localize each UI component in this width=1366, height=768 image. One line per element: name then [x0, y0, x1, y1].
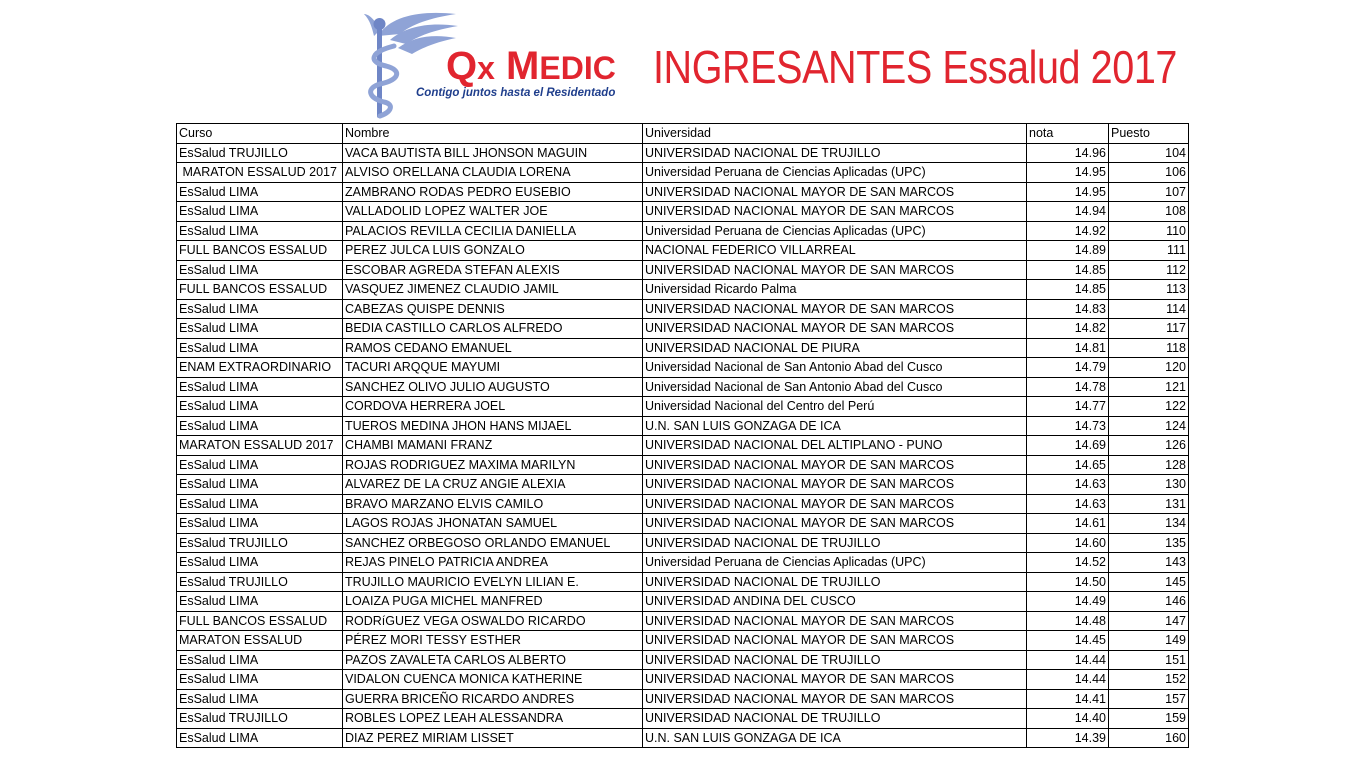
cell-nombre: PÉREZ MORI TESSY ESTHER [343, 631, 643, 651]
cell-nombre: CHAMBI MAMANI FRANZ [343, 436, 643, 456]
cell-puesto: 124 [1109, 416, 1189, 436]
cell-nombre: SANCHEZ OLIVO JULIO AUGUSTO [343, 377, 643, 397]
cell-puesto: 135 [1109, 533, 1189, 553]
table-row [177, 202, 1189, 222]
cell-nota: 14.77 [1027, 397, 1109, 417]
cell-curso: EsSalud TRUJILLO [177, 143, 343, 163]
cell-puesto: 107 [1109, 182, 1189, 202]
cell-curso: EsSalud TRUJILLO [177, 533, 343, 553]
cell-universidad: Universidad Ricardo Palma [643, 280, 1027, 300]
cell-universidad: Universidad Peruana de Ciencias Aplicadas (UPC) [643, 163, 1027, 183]
cell-curso: EsSalud LIMA [177, 592, 343, 612]
cell-curso: EsSalud LIMA [177, 338, 343, 358]
cell-puesto: 113 [1109, 280, 1189, 300]
page-header [360, 8, 1200, 120]
cell-puesto: 159 [1109, 709, 1189, 729]
cell-puesto: 143 [1109, 553, 1189, 573]
cell-curso: EsSalud LIMA [177, 670, 343, 690]
table-row [177, 143, 1189, 163]
table-row [177, 514, 1189, 534]
table-row [177, 221, 1189, 241]
table-row [177, 319, 1189, 339]
table-row [177, 416, 1189, 436]
cell-curso: ENAM EXTRAORDINARIO [177, 358, 343, 378]
cell-nota: 14.85 [1027, 280, 1109, 300]
cell-nombre: VASQUEZ JIMENEZ CLAUDIO JAMIL [343, 280, 643, 300]
logo-wordmark: Qx MEDIC [446, 44, 616, 88]
cell-nota: 14.63 [1027, 494, 1109, 514]
qxmedic-logo [360, 8, 650, 120]
cell-curso: EsSalud LIMA [177, 475, 343, 495]
cell-universidad: UNIVERSIDAD NACIONAL DEL ALTIPLANO - PUNO [643, 436, 1027, 456]
cell-curso: EsSalud LIMA [177, 514, 343, 534]
cell-nombre: TUEROS MEDINA JHON HANS MIJAEL [343, 416, 643, 436]
cell-nota: 14.65 [1027, 455, 1109, 475]
cell-universidad: UNIVERSIDAD NACIONAL DE TRUJILLO [643, 533, 1027, 553]
cell-universidad: UNIVERSIDAD NACIONAL DE PIURA [643, 338, 1027, 358]
cell-nota: 14.89 [1027, 241, 1109, 261]
cell-puesto: 131 [1109, 494, 1189, 514]
cell-curso: EsSalud LIMA [177, 202, 343, 222]
caduceus-icon [360, 8, 460, 120]
cell-universidad: UNIVERSIDAD NACIONAL DE TRUJILLO [643, 650, 1027, 670]
cell-universidad: UNIVERSIDAD NACIONAL MAYOR DE SAN MARCOS [643, 611, 1027, 631]
cell-nota: 14.49 [1027, 592, 1109, 612]
cell-nota: 14.79 [1027, 358, 1109, 378]
cell-nombre: PAZOS ZAVALETA CARLOS ALBERTO [343, 650, 643, 670]
cell-nombre: ALVAREZ DE LA CRUZ ANGIE ALEXIA [343, 475, 643, 495]
cell-curso: EsSalud LIMA [177, 455, 343, 475]
cell-nombre: VACA BAUTISTA BILL JHONSON MAGUIN [343, 143, 643, 163]
table-row [177, 494, 1189, 514]
table-row [177, 631, 1189, 651]
cell-universidad: U.N. SAN LUIS GONZAGA DE ICA [643, 416, 1027, 436]
results-table [176, 123, 1189, 748]
cell-puesto: 134 [1109, 514, 1189, 534]
cell-nota: 14.39 [1027, 728, 1109, 748]
cell-nombre: LAGOS ROJAS JHONATAN SAMUEL [343, 514, 643, 534]
cell-curso: EsSalud TRUJILLO [177, 572, 343, 592]
cell-universidad: Universidad Peruana de Ciencias Aplicadas (UPC) [643, 221, 1027, 241]
cell-universidad: Universidad Nacional del Centro del Perú [643, 397, 1027, 417]
cell-nombre: GUERRA BRICEÑO RICARDO ANDRES [343, 689, 643, 709]
table-row [177, 553, 1189, 573]
cell-nota: 14.94 [1027, 202, 1109, 222]
table-row [177, 377, 1189, 397]
cell-nombre: PEREZ JULCA LUIS GONZALO [343, 241, 643, 261]
cell-curso: EsSalud LIMA [177, 650, 343, 670]
cell-universidad: UNIVERSIDAD NACIONAL MAYOR DE SAN MARCOS [643, 182, 1027, 202]
cell-puesto: 121 [1109, 377, 1189, 397]
cell-puesto: 111 [1109, 241, 1189, 261]
cell-puesto: 152 [1109, 670, 1189, 690]
cell-universidad: UNIVERSIDAD NACIONAL MAYOR DE SAN MARCOS [643, 475, 1027, 495]
cell-nota: 14.96 [1027, 143, 1109, 163]
cell-nota: 14.50 [1027, 572, 1109, 592]
header-curso: Curso [177, 124, 343, 144]
cell-nota: 14.78 [1027, 377, 1109, 397]
cell-nombre: SANCHEZ ORBEGOSO ORLANDO EMANUEL [343, 533, 643, 553]
cell-nombre: RODRíGUEZ VEGA OSWALDO RICARDO [343, 611, 643, 631]
cell-universidad: UNIVERSIDAD NACIONAL MAYOR DE SAN MARCOS [643, 455, 1027, 475]
cell-universidad: U.N. SAN LUIS GONZAGA DE ICA [643, 728, 1027, 748]
header-nombre: Nombre [343, 124, 643, 144]
cell-nota: 14.45 [1027, 631, 1109, 651]
cell-puesto: 160 [1109, 728, 1189, 748]
cell-puesto: 118 [1109, 338, 1189, 358]
cell-curso: FULL BANCOS ESSALUD [177, 280, 343, 300]
cell-nombre: TACURI ARQQUE MAYUMI [343, 358, 643, 378]
page-title: INGRESANTES Essalud 2017 [653, 41, 1177, 93]
cell-curso: EsSalud LIMA [177, 494, 343, 514]
cell-nota: 14.44 [1027, 670, 1109, 690]
cell-curso: FULL BANCOS ESSALUD [177, 611, 343, 631]
cell-universidad: Universidad Nacional de San Antonio Abad del Cusco [643, 358, 1027, 378]
cell-nota: 14.60 [1027, 533, 1109, 553]
cell-universidad: UNIVERSIDAD NACIONAL DE TRUJILLO [643, 709, 1027, 729]
header-universidad: Universidad [643, 124, 1027, 144]
cell-universidad: UNIVERSIDAD NACIONAL MAYOR DE SAN MARCOS [643, 202, 1027, 222]
table-row [177, 670, 1189, 690]
cell-nota: 14.95 [1027, 163, 1109, 183]
cell-puesto: 112 [1109, 260, 1189, 280]
cell-universidad: UNIVERSIDAD NACIONAL MAYOR DE SAN MARCOS [643, 319, 1027, 339]
cell-universidad: UNIVERSIDAD NACIONAL MAYOR DE SAN MARCOS [643, 631, 1027, 651]
cell-curso: EsSalud LIMA [177, 397, 343, 417]
cell-nota: 14.85 [1027, 260, 1109, 280]
cell-puesto: 117 [1109, 319, 1189, 339]
table-row [177, 475, 1189, 495]
table-row [177, 358, 1189, 378]
cell-universidad: NACIONAL FEDERICO VILLARREAL [643, 241, 1027, 261]
cell-puesto: 149 [1109, 631, 1189, 651]
cell-universidad: UNIVERSIDAD NACIONAL MAYOR DE SAN MARCOS [643, 689, 1027, 709]
cell-nota: 14.61 [1027, 514, 1109, 534]
cell-nombre: CORDOVA HERRERA JOEL [343, 397, 643, 417]
cell-curso: EsSalud TRUJILLO [177, 709, 343, 729]
cell-nota: 14.40 [1027, 709, 1109, 729]
table-row [177, 709, 1189, 729]
cell-puesto: 145 [1109, 572, 1189, 592]
table-row [177, 572, 1189, 592]
cell-curso: FULL BANCOS ESSALUD [177, 241, 343, 261]
cell-nota: 14.63 [1027, 475, 1109, 495]
cell-nombre: CABEZAS QUISPE DENNIS [343, 299, 643, 319]
cell-nota: 14.82 [1027, 319, 1109, 339]
cell-universidad: UNIVERSIDAD NACIONAL MAYOR DE SAN MARCOS [643, 494, 1027, 514]
cell-nombre: DIAZ PEREZ MIRIAM LISSET [343, 728, 643, 748]
cell-curso: MARATON ESSALUD [177, 631, 343, 651]
cell-universidad: UNIVERSIDAD NACIONAL MAYOR DE SAN MARCOS [643, 514, 1027, 534]
table-row [177, 592, 1189, 612]
cell-nombre: BEDIA CASTILLO CARLOS ALFREDO [343, 319, 643, 339]
cell-puesto: 114 [1109, 299, 1189, 319]
cell-nombre: VIDALON CUENCA MONICA KATHERINE [343, 670, 643, 690]
cell-curso: EsSalud LIMA [177, 299, 343, 319]
cell-nombre: BRAVO MARZANO ELVIS CAMILO [343, 494, 643, 514]
cell-nota: 14.83 [1027, 299, 1109, 319]
cell-curso: MARATON ESSALUD 2017 [177, 163, 343, 183]
cell-universidad: UNIVERSIDAD NACIONAL MAYOR DE SAN MARCOS [643, 670, 1027, 690]
table-row [177, 280, 1189, 300]
table-row [177, 163, 1189, 183]
logo-tagline: Contigo juntos hasta el Residentado [416, 87, 616, 99]
cell-puesto: 106 [1109, 163, 1189, 183]
cell-nombre: ALVISO ORELLANA CLAUDIA LORENA [343, 163, 643, 183]
cell-universidad: UNIVERSIDAD NACIONAL MAYOR DE SAN MARCOS [643, 260, 1027, 280]
cell-curso: EsSalud LIMA [177, 728, 343, 748]
cell-puesto: 104 [1109, 143, 1189, 163]
cell-puesto: 128 [1109, 455, 1189, 475]
cell-nota: 14.73 [1027, 416, 1109, 436]
cell-nota: 14.92 [1027, 221, 1109, 241]
cell-universidad: UNIVERSIDAD ANDINA DEL CUSCO [643, 592, 1027, 612]
cell-puesto: 130 [1109, 475, 1189, 495]
cell-nota: 14.44 [1027, 650, 1109, 670]
table-row [177, 182, 1189, 202]
header-nota: nota [1027, 124, 1109, 144]
header-puesto: Puesto [1109, 124, 1189, 144]
cell-nota: 14.41 [1027, 689, 1109, 709]
cell-curso: EsSalud LIMA [177, 689, 343, 709]
cell-puesto: 110 [1109, 221, 1189, 241]
table-row [177, 455, 1189, 475]
cell-puesto: 122 [1109, 397, 1189, 417]
table-row [177, 533, 1189, 553]
cell-nombre: VALLADOLID LOPEZ WALTER JOE [343, 202, 643, 222]
cell-universidad: Universidad Nacional de San Antonio Abad del Cusco [643, 377, 1027, 397]
cell-puesto: 146 [1109, 592, 1189, 612]
cell-nombre: ROJAS RODRIGUEZ MAXIMA MARILYN [343, 455, 643, 475]
cell-universidad: UNIVERSIDAD NACIONAL MAYOR DE SAN MARCOS [643, 299, 1027, 319]
table-body [177, 143, 1189, 748]
cell-curso: EsSalud LIMA [177, 182, 343, 202]
cell-nombre: RAMOS CEDANO EMANUEL [343, 338, 643, 358]
table-row [177, 338, 1189, 358]
cell-curso: MARATON ESSALUD 2017 [177, 436, 343, 456]
cell-puesto: 126 [1109, 436, 1189, 456]
cell-nota: 14.69 [1027, 436, 1109, 456]
cell-nombre: LOAIZA PUGA MICHEL MANFRED [343, 592, 643, 612]
cell-nombre: ESCOBAR AGREDA STEFAN ALEXIS [343, 260, 643, 280]
cell-curso: EsSalud LIMA [177, 319, 343, 339]
cell-puesto: 157 [1109, 689, 1189, 709]
cell-nota: 14.95 [1027, 182, 1109, 202]
cell-puesto: 120 [1109, 358, 1189, 378]
cell-universidad: UNIVERSIDAD NACIONAL DE TRUJILLO [643, 143, 1027, 163]
cell-nombre: ROBLES LOPEZ LEAH ALESSANDRA [343, 709, 643, 729]
table-row [177, 650, 1189, 670]
cell-puesto: 147 [1109, 611, 1189, 631]
cell-nombre: ZAMBRANO RODAS PEDRO EUSEBIO [343, 182, 643, 202]
cell-curso: EsSalud LIMA [177, 221, 343, 241]
table-row [177, 728, 1189, 748]
cell-curso: EsSalud LIMA [177, 377, 343, 397]
cell-nombre: PALACIOS REVILLA CECILIA DANIELLA [343, 221, 643, 241]
cell-curso: EsSalud LIMA [177, 553, 343, 573]
table-row [177, 241, 1189, 261]
cell-curso: EsSalud LIMA [177, 416, 343, 436]
cell-nombre: TRUJILLO MAURICIO EVELYN LILIAN E. [343, 572, 643, 592]
table-row [177, 689, 1189, 709]
cell-puesto: 151 [1109, 650, 1189, 670]
table-row [177, 436, 1189, 456]
cell-nota: 14.52 [1027, 553, 1109, 573]
table-row [177, 260, 1189, 280]
cell-nota: 14.81 [1027, 338, 1109, 358]
table-row [177, 397, 1189, 417]
cell-puesto: 108 [1109, 202, 1189, 222]
cell-universidad: UNIVERSIDAD NACIONAL DE TRUJILLO [643, 572, 1027, 592]
cell-universidad: Universidad Peruana de Ciencias Aplicadas (UPC) [643, 553, 1027, 573]
cell-curso: EsSalud LIMA [177, 260, 343, 280]
table-row [177, 299, 1189, 319]
cell-nombre: REJAS PINELO PATRICIA ANDREA [343, 553, 643, 573]
table-row [177, 611, 1189, 631]
cell-nota: 14.48 [1027, 611, 1109, 631]
table-header-row [177, 124, 1189, 144]
